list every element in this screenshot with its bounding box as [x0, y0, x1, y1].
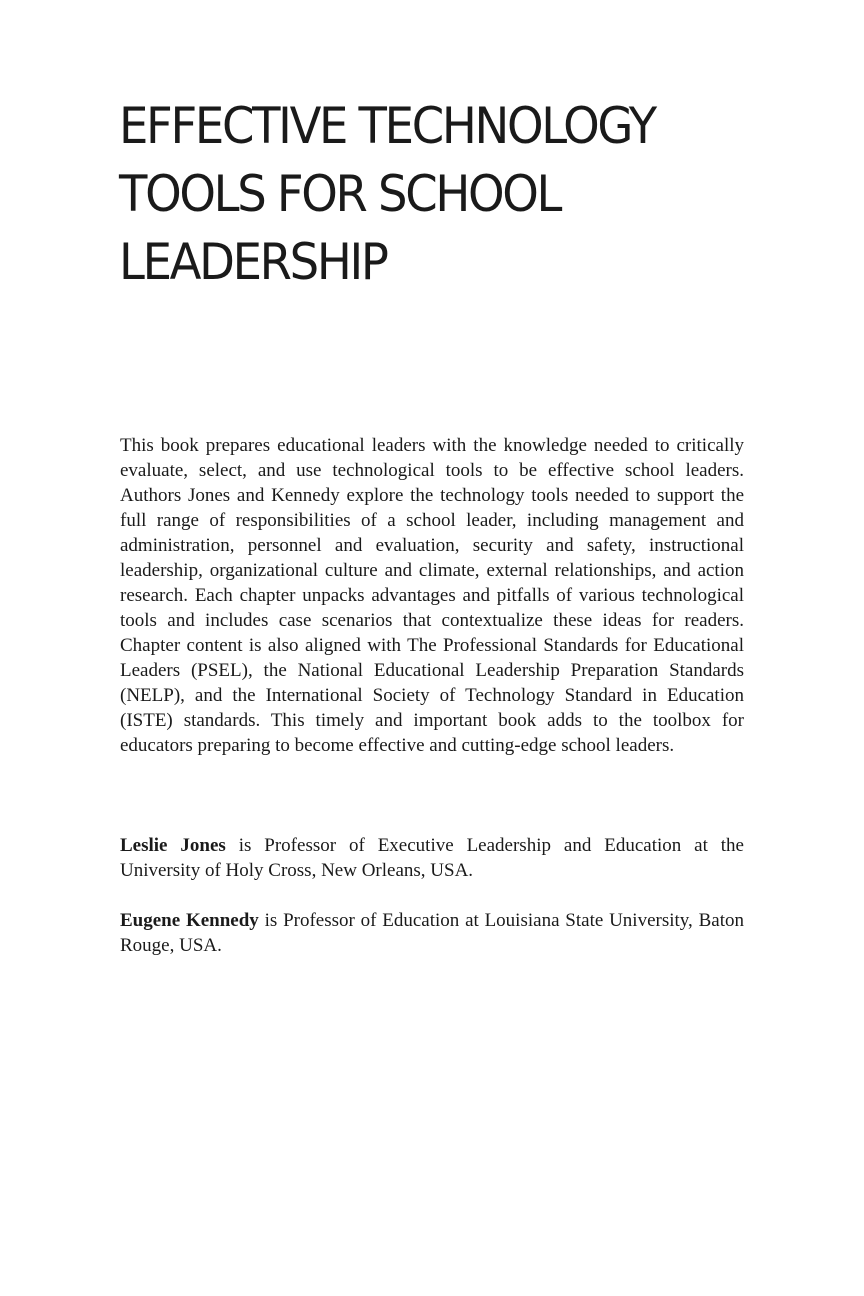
- book-title-line-1: EFFECTIVE TECHNOLOGY: [119, 97, 655, 155]
- book-title-line-2: TOOLS FOR SCHOOL: [119, 165, 561, 223]
- book-description: This book prepares educational leaders with the knowledge needed to critically evaluate, select, and use technological tools to be effective school leaders. Authors Jones and Kennedy explore the technology tools needed to support the full range of responsibilities of a school leader, including management and administration, personnel and evaluation, security and safety, instructional leadership, organizational culture and climate, external relationships, and action research. Each chapter unpacks advantages and pitfalls of various technological tools and includes case scenarios that contextualize these ideas for readers. Chapter content is also aligned with The Professional Standards for Educational Leaders (PSEL), the National Educational Leadership Preparation Standards (NELP), and the International Society of Technology Standard in Education (ISTE) standards. This timely and important book adds to the toolbox for educators preparing to become effective and cutting-edge school leaders.: [120, 435, 744, 756]
- book-title-line-3: LEADERSHIP: [119, 233, 387, 291]
- book-title: [119, 92, 714, 296]
- author-name: Leslie Jones: [120, 835, 226, 856]
- author-name: Eugene Kennedy: [120, 910, 259, 931]
- author-bio-eugene-kennedy: [120, 908, 744, 958]
- author-bio-text: is Professor of Executive Leadership and Education at the University of Holy Cross, New Orleans, USA.: [120, 835, 744, 881]
- author-bio-leslie-jones: [120, 833, 744, 883]
- author-bio-text: is Professor of Education at Louisiana State University, Baton Rouge, USA.: [120, 910, 744, 956]
